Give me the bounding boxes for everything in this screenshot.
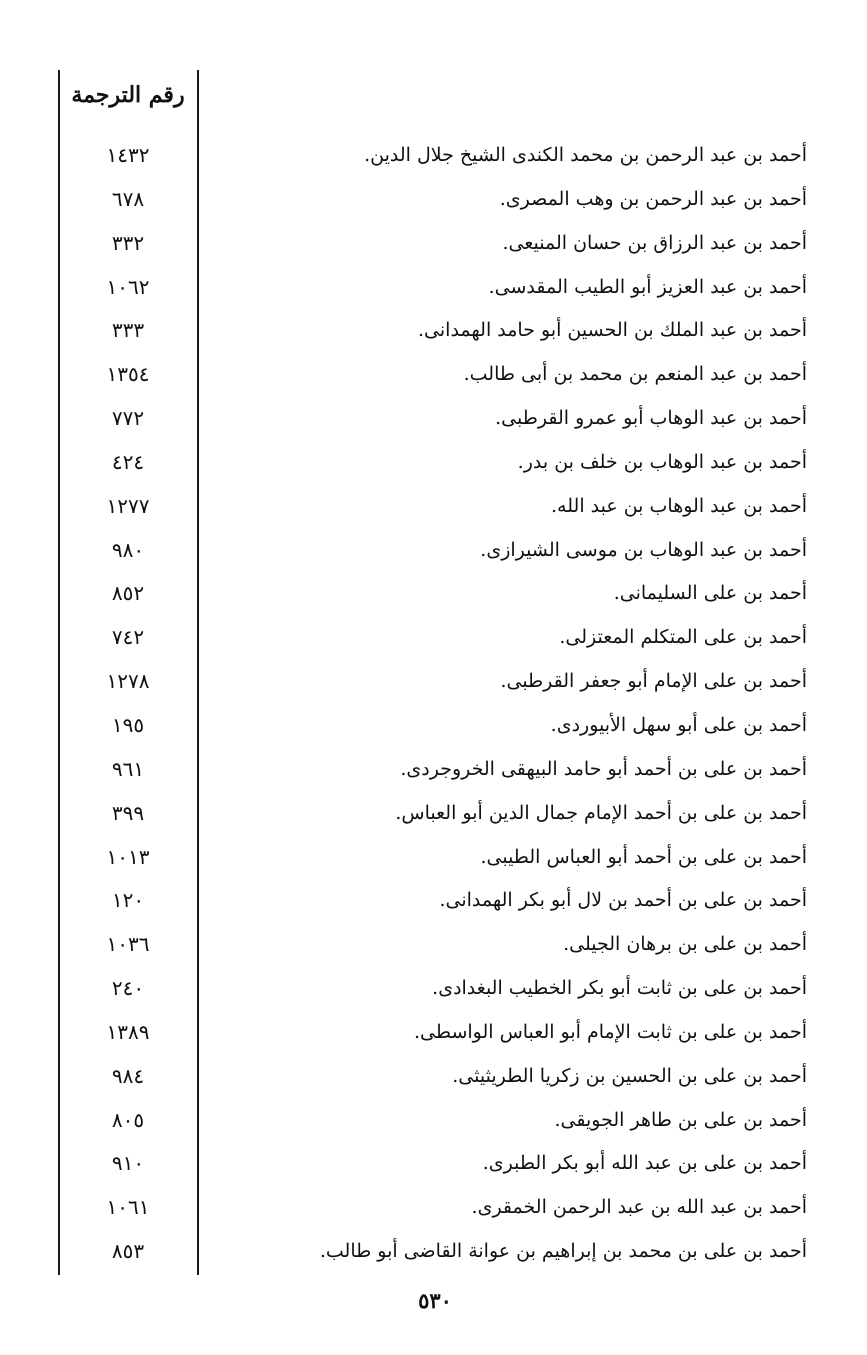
list-item: [0, 1146, 867, 1190]
list-item: [0, 1190, 867, 1234]
entry-name: أحمد بن عبد المنعم بن محمد بن أبى طالب.: [463, 363, 807, 386]
entry-name: أحمد بن عبد الرزاق بن حسان المنيعى.: [502, 231, 807, 254]
entry-number: ١٩٥: [111, 712, 145, 737]
list-item: [0, 533, 867, 577]
entry-name: أحمد بن على بن ثابت أبو بكر الخطيب البغدادى.: [432, 977, 807, 1000]
entry-name: أحمد بن على بن أحمد أبو حامد البيهقى الخروجردى.: [400, 757, 807, 780]
entry-number: ٣٩٩: [111, 800, 145, 825]
list-item: [0, 883, 867, 927]
entry-number: ١٣٨٩: [106, 1019, 150, 1044]
list-item: [0, 708, 867, 752]
entry-name: أحمد بن على بن عبد الله أبو بكر الطبرى.: [482, 1152, 807, 1175]
list-item: [0, 971, 867, 1015]
list-item: [0, 401, 867, 445]
entry-name: أحمد بن عبد الملك بن الحسين أبو حامد الهمدانى.: [418, 319, 807, 342]
entry-number: ١٠١٣: [106, 844, 150, 869]
entry-number: ٩٨٤: [111, 1063, 145, 1088]
entry-number: ١٤٣٢: [106, 143, 150, 167]
entry-number: ٤٢٤: [111, 449, 145, 474]
list-item: [0, 489, 867, 533]
entry-name: أحمد بن على بن محمد بن إبراهيم بن عوانة القاضى أبو طالب.: [319, 1240, 807, 1263]
number-column-title: رقم الترجمة: [71, 82, 185, 108]
entry-name: أحمد بن عبد الوهاب بن خلف بن بدر.: [517, 450, 807, 473]
list-item: [0, 1234, 867, 1278]
entry-number: ٦٧٨: [111, 186, 145, 211]
entry-name: أحمد بن على الإمام أبو جعفر القرطبى.: [500, 670, 807, 693]
list-item: [0, 664, 867, 708]
entry-number: ٣٣٢: [111, 230, 145, 255]
entry-number: ١٢٠: [111, 888, 145, 913]
entry-name: أحمد بن على السليمانى.: [613, 582, 807, 605]
entry-number: ١٢٧٧: [106, 493, 150, 518]
list-item: [0, 840, 867, 884]
entry-name: أحمد بن على بن أحمد الإمام جمال الدين أبو العباس.: [395, 801, 807, 824]
list-item: [0, 620, 867, 664]
entry-name: أحمد بن على أبو سهل الأبيوردى.: [550, 713, 807, 736]
list-item: [0, 445, 867, 489]
list-item: [0, 796, 867, 840]
list-item: [0, 270, 867, 314]
entry-number: ٩١٠: [111, 1151, 145, 1176]
list-item: [0, 752, 867, 796]
list-item: [0, 1059, 867, 1103]
list-item: [0, 1015, 867, 1059]
list-item: [0, 138, 867, 182]
entry-number: ١٠٦١: [106, 1195, 150, 1220]
entry-name: أحمد بن عبد الرحمن بن وهب المصرى.: [499, 187, 807, 210]
entry-name: أحمد بن على بن الحسين بن زكريا الطريثيثى.: [452, 1064, 807, 1087]
entries-list: [0, 138, 867, 1278]
entry-number: ٨٥٣: [111, 1239, 145, 1264]
page-number: ٥٣٠: [418, 1288, 452, 1313]
entry-name: أحمد بن عبد الوهاب بن عبد الله.: [551, 494, 807, 517]
entry-name: أحمد بن على بن أحمد أبو العباس الطيبى.: [480, 845, 807, 868]
entry-number: ٣٣٣: [111, 318, 145, 343]
entry-number: ٩٦١: [111, 756, 145, 781]
entry-name: أحمد بن على بن طاهر الجويقى.: [554, 1108, 807, 1131]
entry-number: ١٠٣٦: [106, 932, 150, 957]
entry-name: أحمد بن على بن أحمد بن لال أبو بكر الهمدانى.: [439, 889, 807, 912]
entry-name: أحمد بن على بن برهان الجيلى.: [563, 933, 807, 956]
list-item: [0, 313, 867, 357]
list-item: [0, 226, 867, 270]
entry-number: ٨٥٢: [111, 581, 145, 606]
entry-name: أحمد بن عبد العزيز أبو الطيب المقدسى.: [488, 275, 807, 298]
entry-number: ٨٠٥: [111, 1107, 145, 1132]
entry-number: ٧٤٢: [111, 625, 145, 650]
entry-name: أحمد بن عبد الله بن عبد الرحمن الخمقرى.: [471, 1196, 807, 1219]
list-item: [0, 182, 867, 226]
entry-name: أحمد بن عبد الوهاب بن موسى الشيرازى.: [480, 538, 807, 561]
entry-number: ٩٨٠: [111, 537, 145, 562]
list-item: [0, 1103, 867, 1147]
list-item: [0, 576, 867, 620]
entry-name: أحمد بن عبد الرحمن بن محمد الكندى الشيخ جلال الدين.: [364, 144, 807, 166]
entry-name: أحمد بن على بن ثابت الإمام أبو العباس الواسطى.: [413, 1020, 807, 1043]
entry-name: أحمد بن على المتكلم المعتزلى.: [559, 626, 807, 649]
entry-name: أحمد بن عبد الوهاب أبو عمرو القرطبى.: [495, 407, 807, 430]
entry-number: ٢٤٠: [111, 976, 145, 1001]
list-item: [0, 357, 867, 401]
entry-number: ٧٧٢: [111, 406, 145, 431]
entry-number: ١٢٧٨: [106, 669, 150, 694]
entry-number: ١٠٦٢: [106, 274, 150, 299]
entry-number: ١٣٥٤: [106, 362, 150, 387]
list-item: [0, 927, 867, 971]
